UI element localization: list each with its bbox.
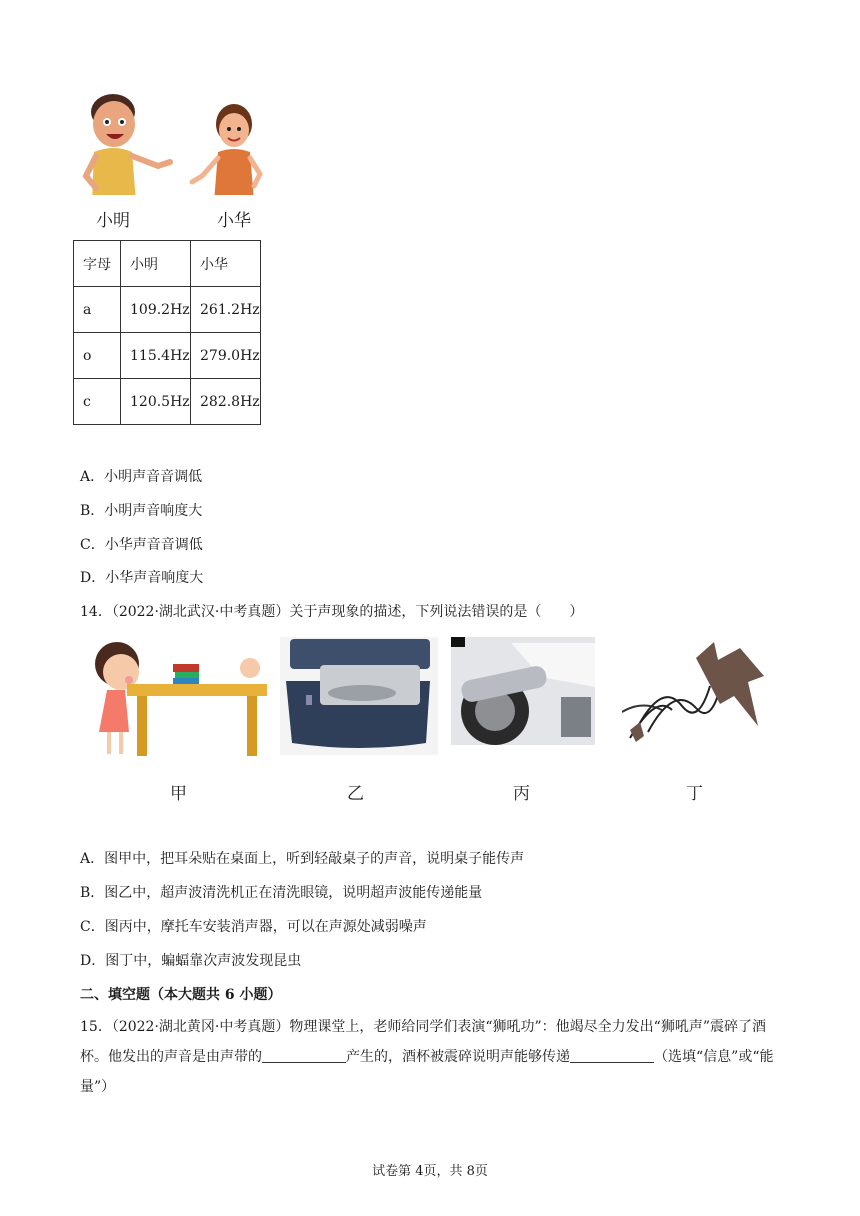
q15-part3: （选填“信息”或“能量”）	[80, 1049, 774, 1095]
section-heading: 二、填空题（本大题共 6 小题）	[80, 987, 282, 1003]
girl-illustration	[192, 104, 260, 195]
figure-label-bing: 丙	[513, 784, 530, 804]
table-cell: 115.4Hz	[121, 333, 191, 379]
table-cell: o	[74, 333, 121, 379]
q13-option-d: D．小华声音响度大	[80, 570, 204, 586]
q13-option-b: B．小明声音响度大	[80, 503, 203, 519]
q14-option-c: C．图丙中，摩托车安装消声器，可以在声源处减弱噪声	[80, 919, 427, 935]
table-header-cell: 小华	[191, 241, 261, 287]
table-row	[74, 333, 261, 379]
figure-label-ding: 丁	[686, 784, 703, 804]
frequency-table	[73, 240, 261, 425]
figure-label-jia: 甲	[170, 784, 187, 804]
table-row	[74, 287, 261, 333]
table-cell: 109.2Hz	[121, 287, 191, 333]
q14-option-b: B．图乙中，超声波清洗机正在清洗眼镜，说明超声波能传递能量	[80, 885, 483, 901]
table-header-cell: 字母	[74, 241, 121, 287]
boy-illustration	[86, 94, 170, 195]
q14-option-d: D．图丁中，蝙蝠靠次声波发现昆虫	[80, 953, 302, 969]
table-cell: 261.2Hz	[191, 287, 261, 333]
figure-label-xiaohua: 小华	[217, 211, 251, 231]
people-figure	[78, 90, 278, 195]
table-cell: c	[74, 379, 121, 425]
q14-stem: 14．（2022·湖北武汉·中考真题）关于声现象的描述，下列说法错误的是（ ）	[80, 604, 584, 620]
figure-label-yi: 乙	[347, 784, 364, 804]
table-cell: 120.5Hz	[121, 379, 191, 425]
q14-figure-jia	[85, 632, 270, 760]
table-cell: a	[74, 287, 121, 333]
table-row	[74, 379, 261, 425]
table-cell: 282.8Hz	[191, 379, 261, 425]
page-footer: 试卷第 4页，共 8页	[372, 1164, 488, 1179]
q15-blank-2	[570, 1048, 654, 1063]
q14-figure-bing	[451, 637, 595, 745]
q15-part1: 15．（2022·湖北黄冈·中考真题）物理课堂上，老师给同学们表演“狮吼功”：他竭尽全力发出“狮吼声”震碎了酒杯。他发出的声音是由声带的	[80, 1019, 766, 1065]
q14-figure-ding	[622, 640, 764, 752]
q15-text	[80, 1012, 790, 1102]
q13-option-c: C．小华声音音调低	[80, 537, 203, 553]
figure-label-xiaoming: 小明	[96, 211, 130, 231]
q13-option-a: A．小明声音音调低	[80, 469, 203, 485]
table-cell: 279.0Hz	[191, 333, 261, 379]
q14-option-a: A．图甲中，把耳朵贴在桌面上，听到轻敲桌子的声音，说明桌子能传声	[80, 851, 525, 867]
table-header-cell: 小明	[121, 241, 191, 287]
table-header-row	[74, 241, 261, 287]
q15-blank-1	[262, 1048, 346, 1063]
q15-part2: 产生的，酒杯被震碎说明声能够传递	[346, 1049, 570, 1065]
q14-figure-yi	[280, 637, 438, 755]
